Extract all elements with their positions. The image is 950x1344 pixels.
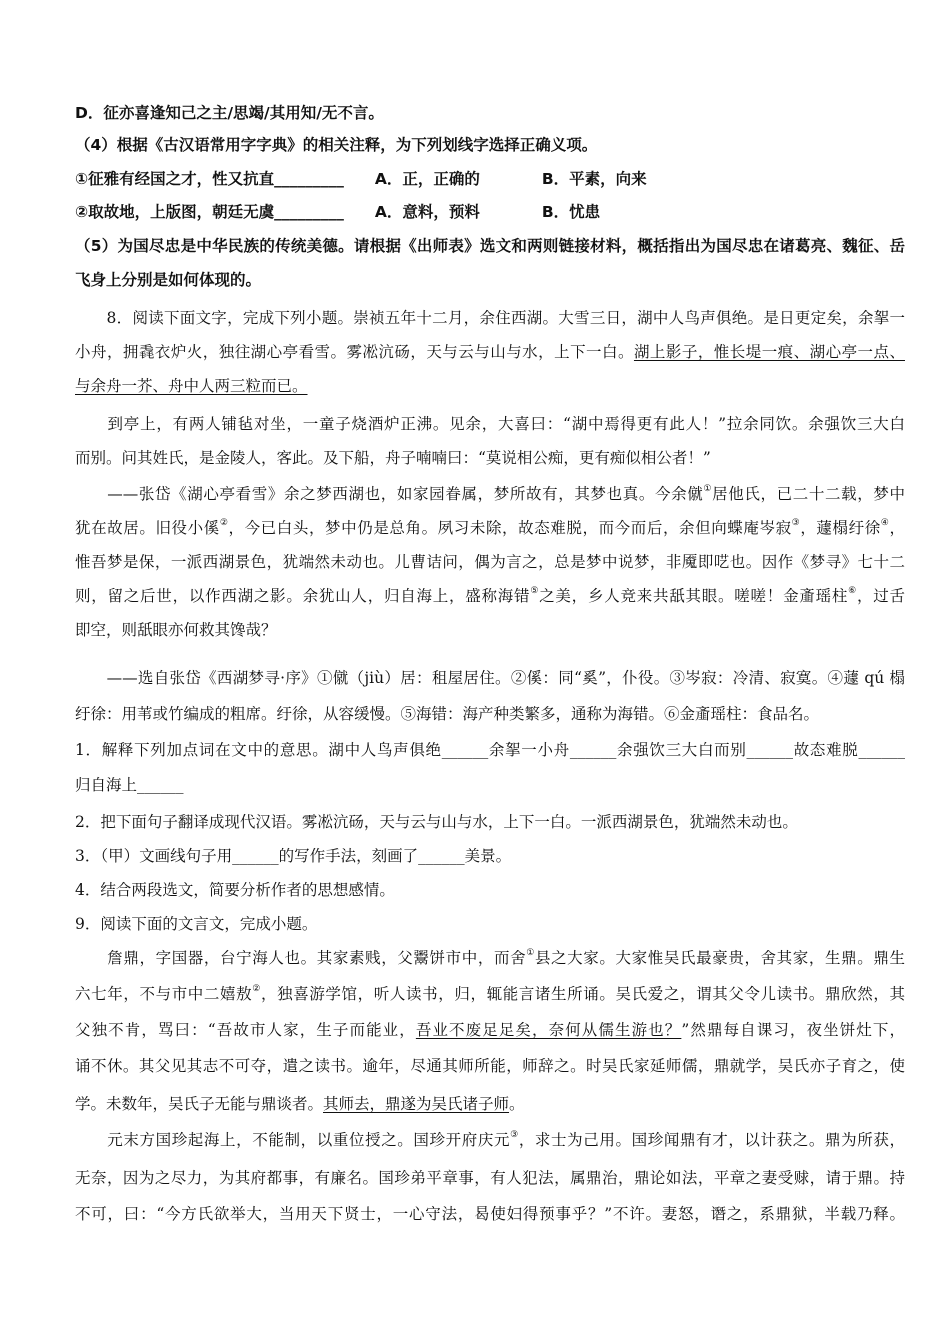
text-line: [75, 169, 905, 189]
text-segment: 9．阅读下面的文言文，完成小题。: [75, 915, 318, 933]
text-segment: 不可，曰：“今方氏欲举大，当用天下贤士，一心守法，曷使妇得预事乎？”不许。妻怒，谮之，系鼎狱，半载乃释。: [75, 1205, 905, 1223]
text-segment: ，过舌: [856, 587, 905, 605]
text-line: [75, 1056, 905, 1076]
text-line: [75, 518, 905, 538]
text-line: [75, 775, 905, 795]
text-line: [75, 914, 905, 934]
text-segment: （4）根据《古汉语常用字字典》的相关注释，为下列划线字选择正确义项。: [75, 136, 598, 154]
text-line: [75, 984, 905, 1004]
underlined-text: 其师去，鼎遂为吴氏诸子师: [323, 1095, 510, 1113]
text-segment: ，求士为己用。国珍闻鼎有才，以计获之。鼎为所获，: [518, 1131, 905, 1149]
text-line: [75, 812, 905, 832]
text-segment: 即空，则舐眼亦何救其馋哉？: [75, 621, 277, 639]
text-line: [75, 1168, 905, 1188]
text-segment: 惟吾梦是保，一派西湖景色，犹端然未动也。儿曹诘问，偶为言之，总是梦中说梦，非魇即呓也。因作《梦寻》七十二: [75, 553, 905, 571]
text-segment: D．征亦喜逢知己之主/思竭/其用知/无不言。: [75, 104, 384, 122]
text-segment: 学。未数年，吴氏子无能与鼎谈者。: [75, 1095, 324, 1113]
text-segment: ——选自张岱《西湖梦寻·序》①僦（jiù）居：租屋居住。②傒：同“奚”，仆役。③岑寂：冷清、寂寞。④蘧 qú 榻: [75, 669, 905, 687]
text-segment: 诵不休。其父见其志不可夺，遣之读书。逾年，尽通其师所能，师辞之。时吴氏家延师儒，鼎就学，吴氏亦子育之，使: [75, 1057, 905, 1075]
text-line: [75, 135, 905, 155]
text-line: [75, 103, 905, 123]
footnote-marker: ①: [526, 948, 535, 958]
text-line: [75, 880, 905, 900]
text-segment: 2．把下面句子翻译成现代汉语。雾凇沆砀，天与云与山与水，上下一白。一派西湖景色，犹端然未动也。: [75, 813, 798, 831]
text-segment: 归自海上______: [75, 776, 184, 794]
footnote-marker: ⑤: [530, 586, 540, 596]
text-line: [75, 202, 905, 222]
text-line: [75, 448, 905, 468]
text-line: [75, 1130, 905, 1150]
text-segment: 父独不肯，骂曰：“吾故市人家，生子而能业，: [75, 1021, 416, 1039]
text-segment: 六七年，不与市中二嬉敖: [75, 985, 253, 1003]
text-segment: 8．阅读下面文字，完成下列小题。崇祯五年十二月，余住西湖。大雪三日，湖中人鸟声俱绝。是日更定矣，余挐一: [75, 309, 905, 327]
text-segment: 元末方国珍起海上，不能制，以重位授之。国珍开府庆元: [75, 1131, 511, 1149]
text-line: [75, 1204, 905, 1224]
text-segment: 。: [509, 1095, 525, 1113]
text-segment: ②取故地，上版图，朝廷无虞_________ A．意料，预料 B．忧患: [75, 203, 601, 221]
text-segment: ，独喜游学馆，听人读书，归，辄能言诸生所诵。吴氏爱之，谓其父令儿读书。鼎欣然，其: [260, 985, 905, 1003]
text-line: [75, 668, 905, 688]
text-segment: 之美，乡人竞来共舐其眼。嗟嗟！金齑瑶柱: [539, 587, 849, 605]
text-segment: 到亭上，有两人铺毡对坐，一童子烧酒炉正沸。见余，大喜曰：“湖中焉得更有此人！”拉余同饮。余强饮三大白: [75, 415, 905, 433]
text-line: [75, 308, 905, 328]
text-segment: 则，留之后世，以作西湖之影。余犹山人，归自海上，盛称海错: [75, 587, 531, 605]
text-line: [75, 376, 905, 396]
text-line: [75, 484, 905, 504]
footnote-marker: ②: [219, 518, 229, 528]
text-line: [75, 704, 905, 724]
footnote-marker: ⑥: [848, 586, 857, 596]
text-line: [75, 740, 905, 760]
text-segment: ，今已白头，梦中仍是总角。夙习未除，故态难脱，而今而后，余但向蝶庵岑寂: [228, 519, 792, 537]
underlined-text: 与余舟一芥、舟中人两三粒而已。: [75, 377, 308, 395]
text-line: [75, 342, 905, 362]
text-segment: 3．（甲）文画线句子用______的写作手法，刻画了______美景。: [75, 847, 512, 865]
footnote-marker: ②: [252, 984, 261, 994]
text-segment: ，: [889, 519, 905, 537]
text-segment: ——张岱《湖心亭看雪》余之梦西湖也，如家园眷属，梦所故有，其梦也真。今余僦: [75, 485, 704, 503]
text-line: [75, 846, 905, 866]
underlined-text: 吾业不废足足矣，奈何从儒生游也？: [415, 1021, 682, 1039]
text-segment: ，蘧榻纡徐: [800, 519, 881, 537]
text-segment: 詹鼎，字国器，台宁海人也。其家素贱，父鬻饼市中，而舍: [75, 949, 527, 967]
text-segment: ①征雅有经国之才，性又抗直_________ A．正，正确的 B．平素，向来: [75, 170, 647, 188]
text-segment: 无奈，因为之尽力，为其府都事，有廉名。国珍弟平章事，有人犯法，属鼎治，鼎论如法，平章之妻受赇，请于鼎。持: [75, 1169, 905, 1187]
text-line: [75, 586, 905, 606]
text-segment: 小舟，拥毳衣炉火，独往湖心亭看雪。雾凇沆砀，天与云与山与水，上下一白。: [75, 343, 634, 361]
text-line: [75, 414, 905, 434]
text-segment: 而别。问其姓氏，是金陵人，客此。及下船，舟子喃喃曰：“莫说相公痴，更有痴似相公者！”: [75, 449, 711, 467]
text-line: [75, 270, 905, 290]
text-segment: 犹在故居。旧役小傒: [75, 519, 220, 537]
underlined-text: 湖上影子，惟长堤一痕、湖心亭一点、: [633, 343, 905, 361]
text-segment: 4．结合两段选文，简要分析作者的思想感情。: [75, 881, 395, 899]
footnote-marker: ④: [880, 518, 890, 528]
text-segment: 1．解释下列加点词在文中的意思。湖中人鸟声俱绝______余挐一小舟______余强饮三大白而别______故态难脱______: [75, 741, 905, 759]
footnote-marker: ③: [791, 518, 801, 528]
text-line: [75, 620, 905, 640]
text-segment: ”然鼎每自课习，夜坐饼灶下，: [681, 1021, 905, 1039]
text-segment: （5）为国尽忠是中华民族的传统美德。请根据《出师表》选文和两则链接材料，概括指出为国尽忠在诸葛亮、魏征、岳: [75, 237, 905, 255]
text-segment: 县之大家。大家惟吴氏最豪贵，舍其家，生鼎。鼎生: [534, 949, 905, 967]
text-line: [75, 552, 905, 572]
text-segment: 居他氏，已二十二载，梦中: [712, 485, 905, 503]
text-line: [75, 1020, 905, 1040]
text-line: [75, 948, 905, 968]
footnote-marker: ③: [510, 1130, 519, 1140]
footnote-marker: ①: [703, 484, 713, 494]
text-segment: 飞身上分别是如何体现的。: [75, 271, 262, 289]
text-line: [75, 236, 905, 256]
text-segment: 纡徐：用苇或竹编成的粗席。纡徐，从容缓慢。⑤海错：海产种类繁多，通称为海错。⑥金齑瑶柱：食品名。: [75, 705, 820, 723]
text-line: [75, 1094, 905, 1114]
